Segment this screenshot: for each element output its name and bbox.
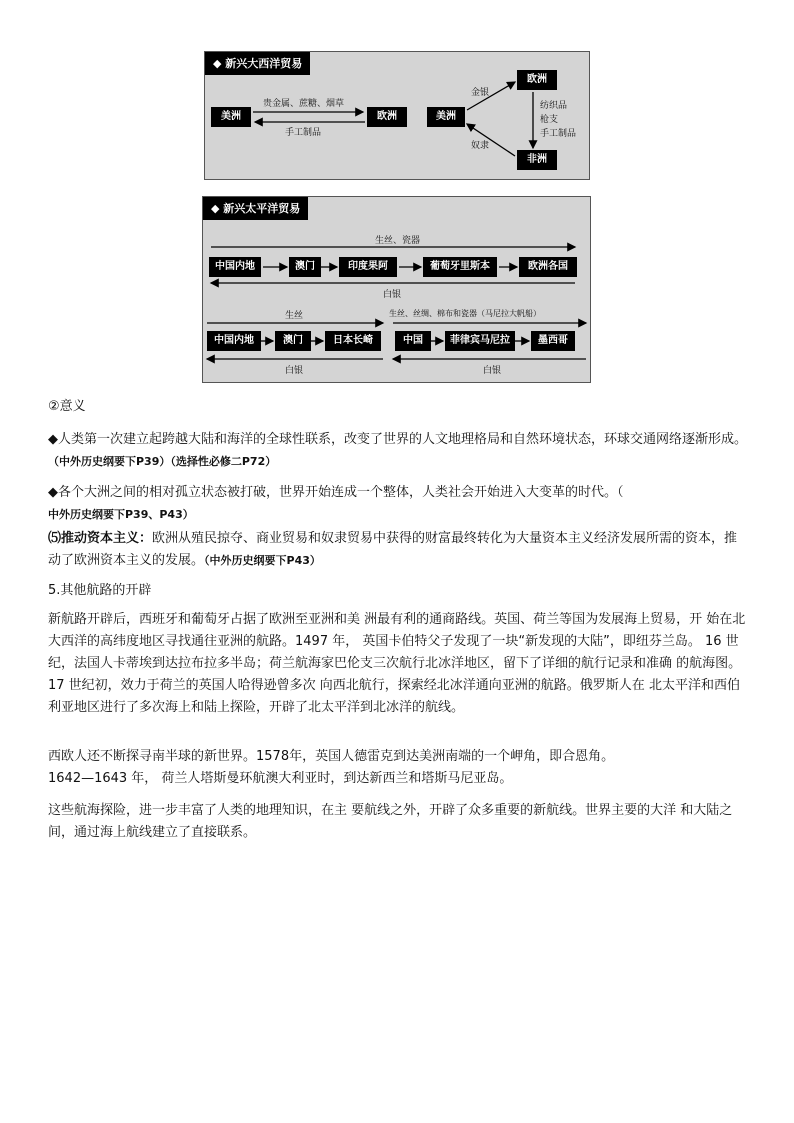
paragraph-world-integration-body: ◆各个大洲之间的相对孤立状态被打破，世界开始连成一个整体，人类社会开始进入大变革的时代。（ bbox=[48, 485, 624, 500]
heading-significance: ②意义 bbox=[48, 399, 86, 414]
label-precious-metals: 贵金属、蔗糖、烟草 bbox=[263, 99, 345, 109]
atlantic-trade-tag: ◆ 新兴大西洋贸易 bbox=[205, 52, 310, 75]
row2a-bottom-label: 白银 bbox=[285, 366, 304, 376]
label-manufactures-right: 手工制品 bbox=[540, 129, 577, 139]
node-europe-left: 欧洲 bbox=[367, 107, 407, 127]
paragraph-global-connection bbox=[48, 429, 748, 473]
source-citation-3: （中外历史纲要下P43） bbox=[204, 554, 321, 567]
paragraph-capitalism-body: 欧洲从殖民掠夺、商业贸易和奴隶贸易中获得的财富最终转化为大量资本主义经济发展所需的资本，推动了欧洲资本主义的发展。 bbox=[48, 531, 738, 568]
node-america-right: 美洲 bbox=[427, 107, 465, 127]
row2b-top-label: 生丝、丝绸、棉布和瓷器（马尼拉大帆船） bbox=[389, 309, 541, 318]
paragraph-global-connection-body: ◆人类第一次建立起跨越大陆和海洋的全球性联系，改变了世界的人文地理格局和自然环境状态，环球交通网络逐渐形成。 bbox=[48, 432, 747, 447]
label-guns: 枪支 bbox=[540, 115, 559, 125]
row2b-bottom-label: 白银 bbox=[483, 366, 502, 376]
row2b-node-manila: 菲律宾马尼拉 bbox=[445, 331, 515, 351]
row1-top-label: 生丝、瓷器 bbox=[375, 236, 421, 246]
paragraph-world-integration bbox=[48, 482, 748, 526]
row1-bottom-label: 白银 bbox=[383, 290, 402, 300]
row2a-node-china-interior: 中国内地 bbox=[207, 331, 261, 351]
paragraph-conclusion: 这些航海探险，进一步丰富了人类的地理知识，在主 要航线之外，开辟了众多重要的新航线。世界主要的大洋 和大陆之间，通过海上航线建立了直接联系。 bbox=[48, 803, 733, 840]
node-africa-right: 非洲 bbox=[517, 150, 557, 170]
label-slaves: 奴隶 bbox=[471, 141, 490, 151]
label-manufactures-left: 手工制品 bbox=[285, 128, 322, 138]
row1-node-lisbon: 葡萄牙里斯本 bbox=[423, 257, 497, 277]
row2b-node-china: 中国 bbox=[395, 331, 431, 351]
source-citation-2: 中外历史纲要下P39、P43） bbox=[48, 508, 194, 521]
row2a-top-label: 生丝 bbox=[285, 311, 304, 321]
row2a-node-macau: 澳门 bbox=[275, 331, 311, 351]
row1-node-goa: 印度果阿 bbox=[339, 257, 397, 277]
heading-other-routes: 5.其他航路的开辟 bbox=[48, 583, 152, 598]
label-gold-silver: 金银 bbox=[471, 88, 490, 98]
node-europe-right: 欧洲 bbox=[517, 70, 557, 90]
paragraph-northern-routes: 新航路开辟后，西班牙和葡萄牙占据了欧洲至亚洲和美 洲最有利的通商路线。英国、荷兰等国为发展海上贸易，开 始在北大西洋的高纬度地区寻找通往亚洲的航路。1497 年， 英国卡伯特父子发现了一块“新发现的大陆”，即纽芬兰岛。 16 世纪，法国人卡蒂埃到达拉布拉多半岛；荷兰航海家巴伦支三次航行北冰洋地区，留下了详细的航行记录和准确 的航海图。17 世纪初，效力于荷兰的英国人哈得逊曾多次 向西北航行，探索经北冰洋通向亚洲的航路。俄罗斯人在 北太平洋和西伯利亚地区进行了多次海上和陆上探险，开辟了北太平洋到北冰洋的航线。 bbox=[48, 612, 746, 715]
southern-exploration-line-2: 1642—1643 年， 荷兰人塔斯曼环航澳大利亚时，到达新西兰和塔斯马尼亚岛。 bbox=[48, 771, 513, 786]
southern-exploration-line-1: 西欧人还不断探寻南半球的新世界。1578年，英国人德雷克到达美洲南端的一个岬角，即合恩角。 bbox=[48, 749, 615, 764]
label-textiles: 纺织品 bbox=[540, 101, 568, 111]
source-citation-1: （中外历史纲要下P39）（选择性必修二P72） bbox=[48, 455, 277, 468]
atlantic-trade-diagram bbox=[204, 51, 590, 180]
row1-node-europe: 欧洲各国 bbox=[519, 257, 577, 277]
row1-node-china-interior: 中国内地 bbox=[209, 257, 261, 277]
pacific-trade-tag: ◆ 新兴太平洋贸易 bbox=[203, 197, 308, 220]
pacific-trade-diagram bbox=[202, 196, 591, 383]
paragraph-southern-exploration bbox=[48, 746, 748, 790]
paragraph-capitalism bbox=[48, 528, 748, 572]
node-america-left: 美洲 bbox=[211, 107, 251, 127]
row1-node-macau: 澳门 bbox=[289, 257, 321, 277]
row2b-node-mexico: 墨西哥 bbox=[531, 331, 575, 351]
paragraph-capitalism-heading: ⑸推动资本主义： bbox=[48, 531, 153, 546]
row2a-node-nagasaki: 日本长崎 bbox=[325, 331, 381, 351]
